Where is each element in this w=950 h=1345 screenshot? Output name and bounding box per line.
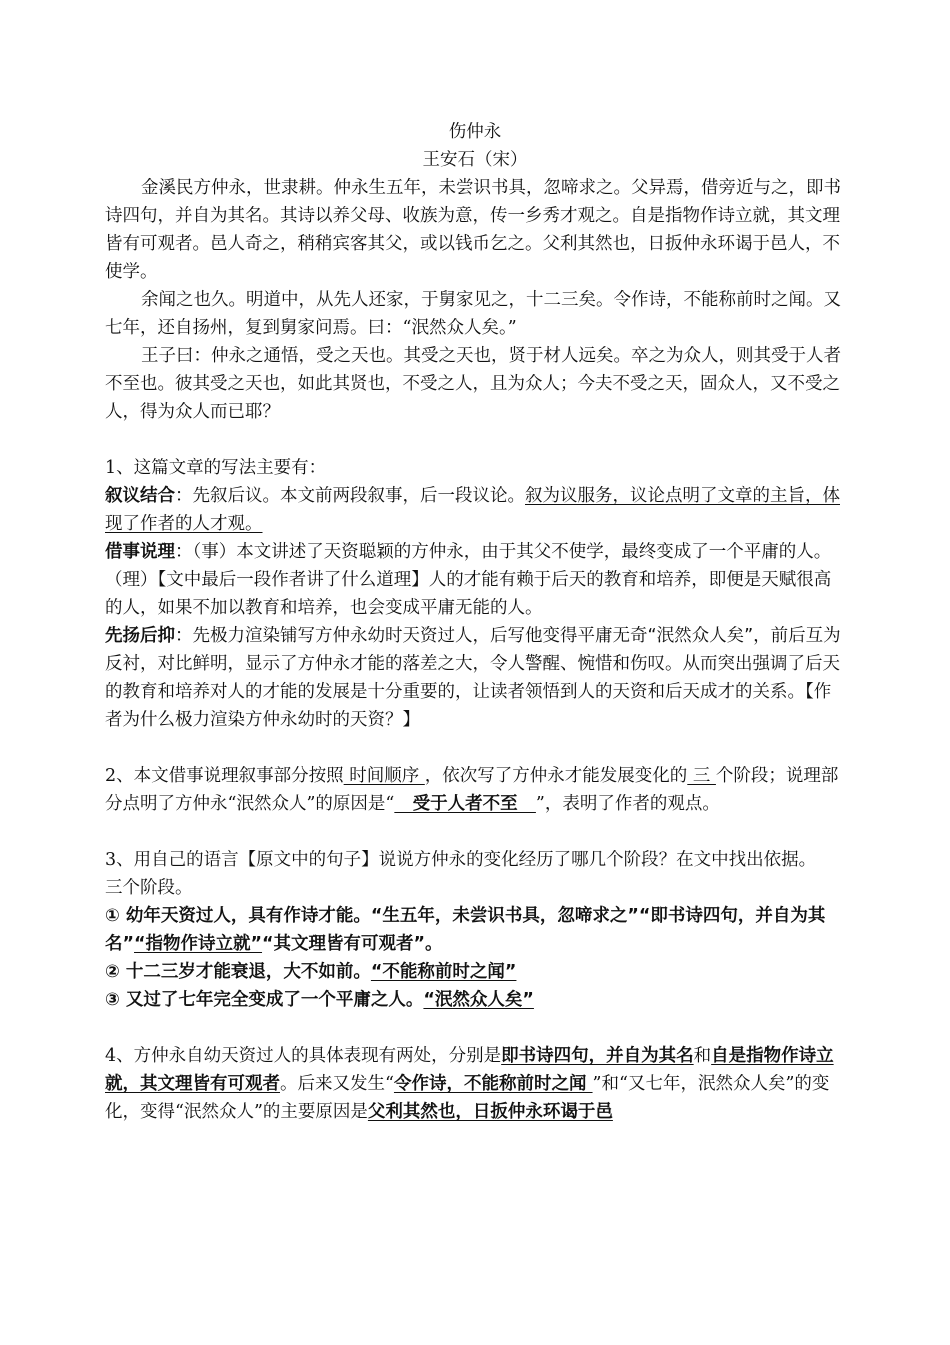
stage-3: ③ 又过了七年完全变成了一个平庸之人。“泯然众人矣”	[105, 990, 534, 1010]
answer-1-point-1: 叙议结合：先叙后议。本文前两段叙事，后一段议论。叙为议服务，议论点明了文章的主旨，体现了作者的人才观。	[105, 486, 840, 534]
stage-1: ① 幼年天资过人，具有作诗才能。“生五年，未尝识书具，忽啼求之”“即书诗四句，并自为其名”“指物作诗立就”“其文理皆有可观者”。	[105, 906, 826, 954]
answer-1-point-2: 借事说理：（事）本文讲述了天资聪颖的方仲永，由于其父不使学，最终变成了一个平庸的人。	[105, 542, 832, 562]
bracket-prompt: 【文中最后一段作者讲了什么道理】	[157, 570, 429, 590]
blank-answer: 时间顺序	[343, 766, 425, 786]
blank-answer: 自是指物作诗立就，其文理皆有可观者	[105, 1046, 834, 1094]
page-title: 伤仲永	[448, 122, 502, 142]
underlined-quote: “泯然众人矣”	[423, 990, 534, 1010]
stage-2: ② 十二三岁才能衰退，大不如前。“不能称前时之闻”	[105, 962, 517, 982]
label-narrative-argument: 叙议结合	[105, 486, 175, 506]
blank-answer: 即书诗四句，并自为其名	[501, 1046, 694, 1066]
question-2: 2、本文借事说理叙事部分按照 时间顺序 ，依次写了方仲永才能发展变化的 三 个阶段；说理部分点明了方仲永“泯然众人”的原因是“ 受于人者不至 ”，表明了作者的观点。	[105, 766, 839, 814]
question-3: 3、用自己的语言【原文中的句子】说说方仲永的变化经历了哪几个阶段？在文中找出依据。	[105, 850, 817, 870]
underlined-quote: “指物作诗立就”	[134, 934, 263, 954]
underlined-quote: “不能称前时之闻”	[370, 962, 517, 982]
answer-3-heading: 三个阶段。	[105, 878, 193, 898]
blank-answer: 受于人者不至	[394, 794, 536, 814]
passage-paragraph-3: 王子曰：仲永之通悟，受之天也。其受之天也，贤于材人远矣。卒之为众人，则其受于人者不至也。彼其受之天也，如此其贤也，不受之人，且为众人；今夫不受之天，固众人，又不受之人，得为众人而已耶？	[105, 346, 841, 422]
question-1: 1、这篇文章的写法主要有：	[105, 458, 327, 478]
question-4: 4、方仲永自幼天资过人的具体表现有两处，分别是即书诗四句，并自为其名和自是指物作诗立就，其文理皆有可观者。后来又发生“令作诗，不能称前时之闻 ”和“又七年，泯然众人矣”的变化，变得“泯然众人”的主要原因是父利其然也，日扳仲永环谒于邑	[105, 1046, 834, 1122]
underlined-answer: 叙为议服务，议论点明了文章的主旨，体现了作者的人才观。	[105, 486, 840, 534]
passage-paragraph-2: 余闻之也久。明道中，从先人还家，于舅家见之，十二三矣。令作诗，不能称前时之闻。又七年，还自扬州，复到舅家问焉。曰：“泯然众人矣。”	[105, 290, 841, 338]
blank-answer: 三	[687, 766, 716, 786]
label-story-reasoning: 借事说理	[105, 542, 175, 562]
document-page	[105, 110, 845, 1126]
blank-answer: 令作诗，不能称前时之闻	[393, 1074, 593, 1094]
label-praise-then-suppress: 先扬后抑	[105, 626, 175, 646]
author-line: 王安石（宋）	[422, 150, 528, 170]
answer-1-point-3: （理）【文中最后一段作者讲了什么道理】人的才能有赖于后天的教育和培养，即便是天赋很高的人，如果不加以教育和培养，也会变成平庸无能的人。	[105, 570, 832, 618]
blank-answer: 父利其然也，日扳仲永环谒于邑	[367, 1102, 613, 1122]
bracket-prompt: 【作者为什么极力渲染方仲永幼时的天资？】	[105, 682, 832, 730]
answer-1-point-4: 先扬后抑：先极力渲染铺写方仲永幼时天资过人，后写他变得平庸无奇“泯然众人矣”，前后互为反衬，对比鲜明，显示了方仲永才能的落差之大，令人警醒、惋惜和伤叹。从而突出强调了后天的教育和培养对人的才能的发展是十分重要的，让读者领悟到人的天资和后天成才的关系。【作者为什么极力渲染方仲永幼时的天资？】	[105, 626, 841, 730]
passage-paragraph-1: 金溪民方仲永，世隶耕。仲永生五年，未尝识书具，忽啼求之。父异焉，借旁近与之，即书诗四句，并自为其名。其诗以养父母、收族为意，传一乡秀才观之。自是指物作诗立就，其文理皆有可观者。邑人奇之，稍稍宾客其父，或以钱币乞之。父利其然也，日扳仲永环谒于邑人，不使学。	[105, 178, 841, 282]
